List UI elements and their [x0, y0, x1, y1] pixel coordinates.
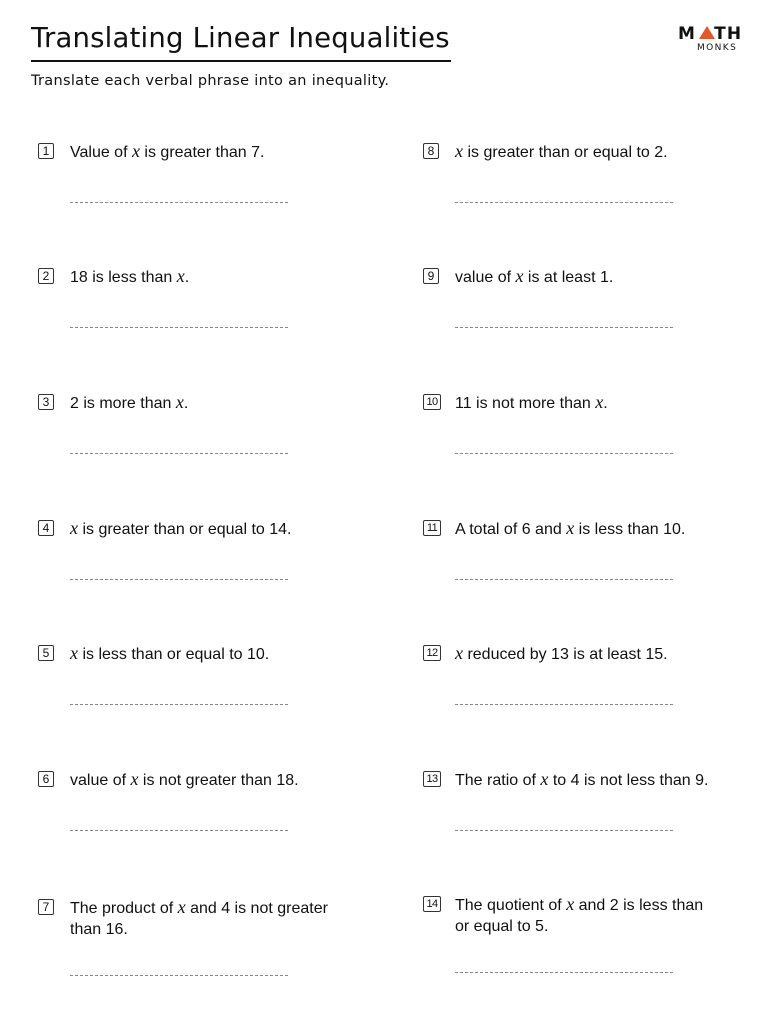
statement-suffix: is at least 1. [523, 269, 614, 286]
problem-number-badge: 8 [423, 143, 439, 159]
logo-letter-m: M [678, 24, 697, 44]
problem-statement [70, 392, 370, 414]
statement-prefix: Value of [70, 144, 132, 161]
statement-prefix: The product of [70, 900, 178, 917]
problem-statement [455, 141, 755, 163]
statement-suffix: reduced by 13 is at least 15. [463, 646, 668, 663]
statement-suffix: and 2 is less than [574, 897, 704, 914]
statement-suffix: is greater than or equal to 2. [463, 144, 668, 161]
problem-number-badge: 3 [38, 394, 54, 410]
statement-continuation: than 16. [70, 921, 128, 938]
problem-statement [70, 643, 370, 665]
title-underline [31, 60, 451, 62]
answer-line[interactable] [70, 975, 288, 976]
answer-line[interactable] [455, 704, 673, 705]
variable-x: x [70, 518, 78, 538]
statement-suffix: and 4 is not greater [185, 900, 328, 917]
problem-statement [455, 894, 755, 937]
answer-line[interactable] [70, 202, 288, 203]
statement-prefix: 11 is not more than [455, 395, 596, 412]
problem-statement [70, 518, 370, 540]
variable-x: x [177, 897, 186, 917]
answer-line[interactable] [455, 972, 673, 973]
statement-suffix: is greater than 7. [139, 144, 265, 161]
variable-x: x [566, 518, 575, 538]
answer-line[interactable] [70, 453, 288, 454]
statement-suffix: is not greater than 18. [138, 772, 299, 789]
problem-number-badge: 11 [423, 520, 441, 536]
answer-line[interactable] [455, 830, 673, 831]
answer-line[interactable] [455, 202, 673, 203]
problem-number-badge: 14 [423, 896, 441, 912]
variable-x: x [595, 392, 604, 412]
answer-line[interactable] [70, 830, 288, 831]
variable-x: x [515, 266, 524, 286]
problem-statement [455, 392, 755, 414]
logo-letters-th: TH [714, 24, 743, 44]
problem-statement [455, 266, 755, 288]
variable-x: x [455, 141, 463, 161]
problem-statement [455, 643, 755, 665]
answer-line[interactable] [455, 453, 673, 454]
worksheet-title: Translating Linear Inequalities [31, 22, 450, 54]
answer-line[interactable] [70, 327, 288, 328]
statement-prefix: The quotient of [455, 897, 567, 914]
problem-number-badge: 12 [423, 645, 441, 661]
statement-suffix: is less than 10. [574, 521, 686, 538]
problem-number-badge: 7 [38, 899, 54, 915]
statement-suffix: . [183, 395, 189, 412]
problem-statement [455, 769, 755, 791]
problem-number-badge: 1 [38, 143, 54, 159]
problem-number-badge: 4 [38, 520, 54, 536]
variable-x: x [455, 643, 463, 663]
variable-x: x [130, 769, 139, 789]
answer-line[interactable] [70, 704, 288, 705]
problem-statement [70, 769, 370, 791]
variable-x: x [175, 392, 184, 412]
problem-number-badge: 9 [423, 268, 439, 284]
problem-statement [70, 897, 370, 940]
statement-prefix: A total of 6 and [455, 521, 567, 538]
logo-subtitle: MONKS [697, 43, 738, 53]
problem-number-badge: 5 [38, 645, 54, 661]
statement-prefix: 2 is more than [70, 395, 176, 412]
statement-prefix: value of [70, 772, 131, 789]
problem-statement [455, 518, 755, 540]
problem-number-badge: 13 [423, 771, 441, 787]
statement-suffix: to 4 is not less than 9. [548, 772, 709, 789]
answer-line[interactable] [455, 327, 673, 328]
statement-suffix: . [184, 269, 190, 286]
problem-statement [70, 266, 370, 288]
math-monks-logo [678, 24, 742, 56]
variable-x: x [70, 643, 78, 663]
variable-x: x [566, 894, 575, 914]
problem-number-badge: 10 [423, 394, 441, 410]
variable-x: x [540, 769, 549, 789]
variable-x: x [131, 141, 140, 161]
instructions: Translate each verbal phrase into an inequality. [31, 73, 390, 89]
statement-suffix: is greater than or equal to 14. [78, 521, 292, 538]
problem-statement [70, 141, 370, 163]
answer-line[interactable] [455, 579, 673, 580]
statement-prefix: The ratio of [455, 772, 541, 789]
statement-suffix: . [603, 395, 608, 412]
answer-line[interactable] [70, 579, 288, 580]
statement-prefix: 18 is less than [70, 269, 177, 286]
statement-suffix: is less than or equal to 10. [78, 646, 270, 663]
statement-continuation: or equal to 5. [455, 918, 549, 935]
problem-number-badge: 2 [38, 268, 54, 284]
variable-x: x [176, 266, 185, 286]
statement-prefix: value of [455, 269, 516, 286]
problem-number-badge: 6 [38, 771, 54, 787]
logo-triangle-icon [699, 26, 715, 39]
